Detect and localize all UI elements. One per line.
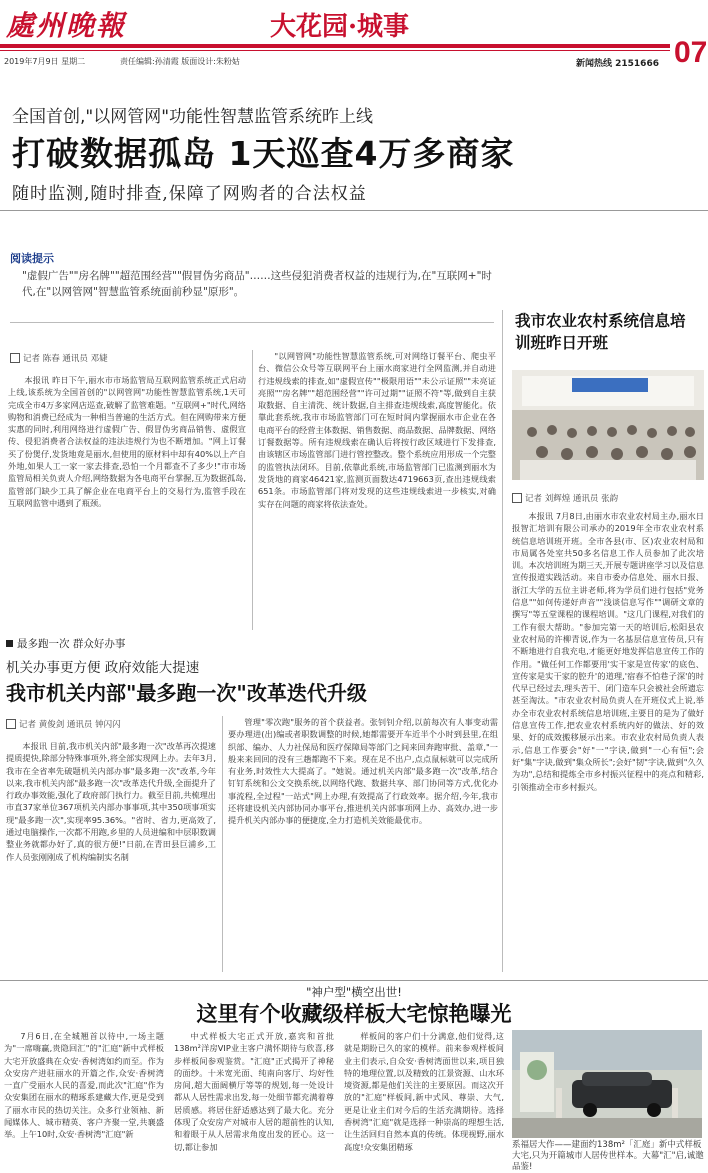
lead-body-col-1: 本报讯 昨日下午,丽水市市场监管局互联网监管系统正式启动上线,该系统为全国首创的"以网管网"功能性智慧监管系统,1天可完成全市4万多家网店巡查,破解了监管难题。"互联网+"时代,网络购物和消费已经成为一种相当普遍的生活方式。但在网购带来方便实惠的同时,利用网络进行虚假广告、假冒伪劣商品销售、虚假宣传、侵犯消费者合法权益的违法违规行为也不断增加。"网上订餐买了份煲仔,发货地竟是丽水,但使用的原材料中却有40%以上产自外地,如果人工一家一家去排查,恐怕一个月都查不了多少!"市市场监管局相关负责人介绍,网络数据为各电商平台掌握,互为数据孤岛,监管部门缺少工具了解企业在电商平台上的交易行为,监管手段在互联网监管中遇到了瓶颈。 <box>8 375 246 508</box>
lead-kicker: 全国首创,"以网管网"功能性智慧监管系统昨上线 <box>12 107 374 127</box>
sidebar-rule <box>502 310 503 972</box>
bottom-body-col-1: 7月6日,在全城翘首以待中,一场主题为"一席嗨赢,贵隐回汇"的"汇庭"新中式样板大宅开放盛典在众安·香树湾如约而至。作为众安房产进驻丽水的开篇之作,众安·香树湾一直广受丽水人民的喜爱,而此次"汇庭"作为众安集团在丽水的精琢系建藏大作,更是受到了丽水市民的热切关注。众多行业领袖、新闻媒体人、城市精英、客户齐聚一堂,共襄盛举。上午10时,众安·香树湾"汇庭"新 <box>4 1031 164 1140</box>
story2-body-col-1: 本报讯 目前,我市机关内部"最多跑一次"改革再次提速提质提快,除部分特殊事项外,将全部实现网上办。去年3月,我市在全省率先破题机关内部办事"最多跑一次"改革,今年以来,我市机关内部"最多跑一次"改革迭代升级,全面提升了行政办事效能,强化了政府部门执行力。截至目前,共梳理出市直37家单位367项机关内部办事事项,其中350项事项实现"最多跑一次",实现率95.36%。"省时、省力,更高效了,通过电脑操作,一次都不用跑,乡里的人员进编和中层职数调整业务就都办好了,真的很方便!"日前,在青田县巨浦乡,工作人员张刚刚成了机构编制实名制 <box>6 741 216 862</box>
story2-byline-text: 记者 黄俊剑 通讯员 钟闪闪 <box>19 720 121 730</box>
story2-body-col-2: 管理"零次跑"服务的首个获益者。张钊钊介绍,以前每次有人事变动需要办理进(出)编或者职数调整的时候,她都需要开车近半个小时到县里,在组织部、编办、人力社保局和医疗保障局等部门之间来回奔跑审批、盖章,"一般来来回回的没有三趟都跑不下来。现在足不出户,点点鼠标就可以完成所有业务,时效性大大提高了。"她说。通过机关内部"最多跑一次"改革,结合钉钉系统和公文交换系统,以网络代跑、数据共享、部门协同等方式,优化办事流程,全过程"一站式"网上办理,有效提高了行政效率。据介绍,今年,我市还将建设机关内部协同办事平台,推进机关内部事项网上办、高效办,进一步提升机关内部办事的便捷度,全力打造机关效能最优市。 <box>228 717 498 826</box>
sidebar-headline: 我市农业农村系统信息培训班昨日开班 <box>515 312 686 352</box>
bottom-photo-caption: 系福居大作——建面约138m²「汇庭」新中式样板大宅,只为开篇城市人居传世样本。大幕"汇"启,诚邀品鉴! <box>512 1140 704 1172</box>
bottom-body-col-2: 中式样板大宅正式开放,嘉宾和首批138m²洋房VIP业主客户满怀期待与欣喜,移步样板间参观鉴赏。"汇庭"正式揭开了神秘的面纱。十米宽光面、纯南向客厅、均好性房间,超大面阔横厅等等的规划,每一处设计都从人居性需求出发,每一处细节都充满着尊居质感。将居住舒适感达到了最大化。充分体现了众安房产对城市人居的超前性的认知,和着眼于从人居需求角度出发的匠心。这一切,都让参加 <box>174 1031 334 1152</box>
issue-date: 2019年7月9日 星期二 <box>4 57 86 66</box>
column-rule <box>252 350 253 630</box>
section-name: 大花园·城事 <box>270 12 410 42</box>
byline-box-icon <box>512 493 522 503</box>
bottom-divider <box>0 980 708 981</box>
bottom-kicker: "神户型"横空出世! <box>306 985 402 999</box>
editor-credits: 责任编辑:孙清霞 版面设计:朱粉姑 <box>120 57 240 66</box>
lead-body-col-2: "以网管网"功能性智慧监管系统,可对网络订餐平台、爬虫平台、微信公众号等互联网平台上丽水商家进行全网监测,并自动进行违规线索的排查,如"虚假宣传""极限用语""未公示证照""未亮证亮照""房名牌""超范围经营""许可过期""证照不符"等,做到自主获取数据、自主清洗、统计数据,自主排查违规线索,高度智能化。依靠此套系统,我市市场监管部门可在短时间内掌握丽水市企业在各电商平台的经营主体数据、销售数据、商品数据、品牌数据、网络订餐数据等。所有违规线索在确认后将按行政区域进行下发排查,由该辖区市场监管部门进行管控整改。整个系统应用形成一个完整的监管执法闭环。目前,依靠此系统,市场监管部门已监测到丽水为发货地的商家46421家,监测页面数达4719663页,查出违规线索651条。市场监管部门将对发现的这些违规线索进一步核实,对确实存在问题的商家将依法查处。 <box>258 351 496 509</box>
story2-byline <box>6 718 121 730</box>
bottom-headline: 这里有个收藏级样板大宅惊艳曝光 <box>196 1002 512 1026</box>
masthead-rule <box>0 44 670 48</box>
masthead-rule-thin <box>0 50 670 51</box>
training-class-photo-art <box>512 370 704 480</box>
lead-headline: 打破数据孤岛 1天巡查4万多商家 <box>12 134 515 173</box>
square-bullet-icon <box>6 640 13 647</box>
sidebar-body: 本报讯 7月8日,由丽水市农业农村局主办,丽水日报智汇培训有限公司承办的2019年全市农业农村系统信息培训班开班。全市各县(市、区)农业农村局和市局属各处室共50多名信息工作人员参加了此次培训。本次培训班为期三天,开展专题讲座学习以及信息宣传报道实践活动。来自市委办信息处、丽水日报、浙江大学的五位主讲老师,将为学员们进行包括"党务信息""如何传递好声音""浅谈信息写作""调研文章的撰写"等五堂课程的课程培训。"这几门课程,对我们的工作有很大帮助。"参加完第一天的培训后,松阳县农业农村局的许柳青说,作为一名基层信息宣传员,只有不断地进行自我充电,才能更好地发挥信息宣传工作的作用。"做任何工作都要用'实干家是宣传家'的底色、宣传家是实干家的腔升'的道理,'宿春不怕巷子深'的时代早已经过去,理头苦干、闭门造车只会被社会所遗忘甚至淘汰。"市农业农村局负责人在开班仪式上说,举办全市农业农村系统信息培训班,主要目的是为了做好信息宣传工作,把农业农村系统内好的做法、好的效果、好的成效搬移展示出来。市农业农村局负责人表示,信息工作要会"好"一"字诀,做到"一心有恒";会好"集"字诀,做到"集众所长";会好"韧"字诀,做到"久久为功",总结和提炼全市乡村振兴征程中的亮点和精彩,引领推动全市乡村振兴。 <box>512 511 704 792</box>
lead-divider <box>0 210 708 211</box>
bottom-body-col-3: 样板间的客户们十分满意,他们觉得,这就是期盼已久的家的模样。前来参观样板间业主们表示,自众安·香树湾面世以来,项目独特的地理位置,以及精致的江景资源、山水环境资源,都是他们关注的主要原因。而这次开放的"汇庭"样板间,新中式风、尊崇、大气,更是让业主们对今后的生活充满期待。选择香树湾"汇庭"就是选择一种崇高的理想生活,让生活回归自然本真的传统。体现视野,丽水高度!众安集团精琢 <box>344 1031 504 1152</box>
story2-kicker: 机关办事更方便 政府效能大提速 <box>6 660 200 676</box>
page-number: 07 <box>674 36 708 69</box>
showroom-photo <box>512 1030 702 1138</box>
sidebar-byline-text: 记者 刘辉煌 通讯员 张韵 <box>525 494 619 504</box>
reading-tip-title: 阅读提示 <box>10 252 54 265</box>
lead-subhead: 随时监测,随时排查,保障了网购者的合法权益 <box>12 184 367 204</box>
lead-byline <box>10 352 108 364</box>
showroom-photo-art <box>512 1030 702 1138</box>
story2-headline: 我市机关内部"最多跑一次"改革迭代升级 <box>6 681 367 705</box>
masthead <box>0 0 708 78</box>
lead-byline-text: 记者 陈春 通讯员 邓婕 <box>23 354 108 364</box>
sidebar-byline <box>512 492 618 504</box>
column-rule <box>222 716 223 972</box>
tip-divider <box>10 322 494 323</box>
story2-tag-text: 最多跑一次 群众好办事 <box>17 638 126 650</box>
news-hotline: 新闻热线 2151666 <box>576 59 659 69</box>
byline-box-icon <box>10 353 20 363</box>
training-class-photo <box>512 370 704 480</box>
reading-tip-body: "虚假广告""房名牌""超范围经营""假冒伪劣商品"……这些侵犯消费者权益的违规行为,在"互联网+"时代,在"以网管网"智慧监管系统面前秒显"原形"。 <box>22 270 492 298</box>
byline-box-icon <box>6 719 16 729</box>
story2-tag <box>6 636 125 651</box>
paper-logo: 處州晚報 <box>6 9 127 42</box>
